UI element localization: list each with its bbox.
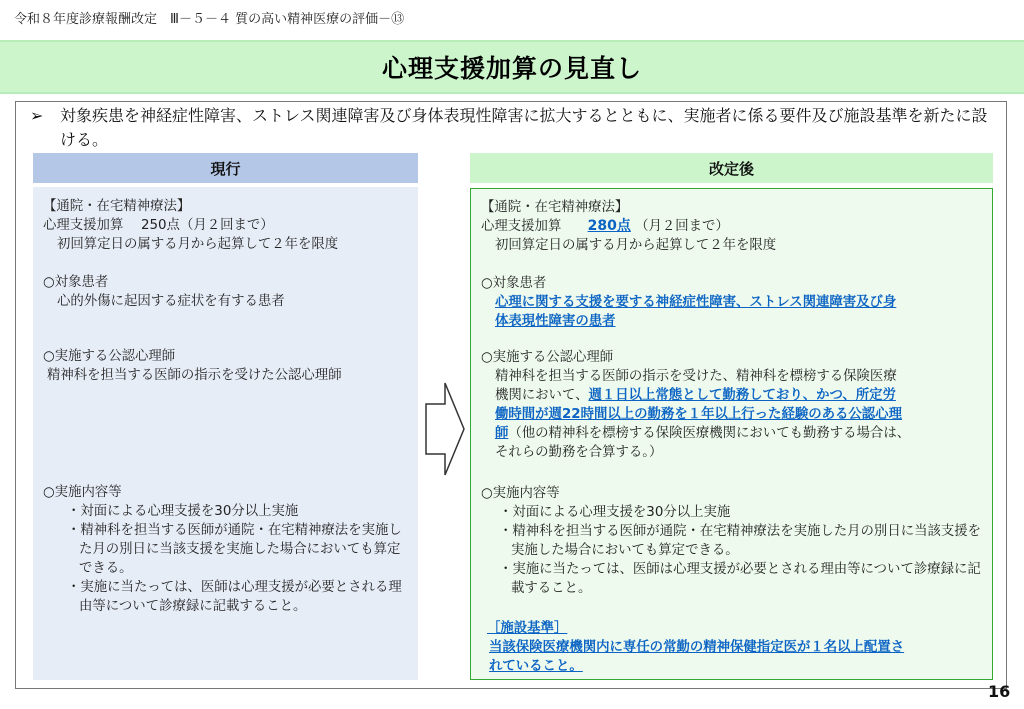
revised-target-block bbox=[481, 274, 986, 331]
revised-category: 【通院・在宅精神療法】 bbox=[481, 200, 629, 215]
current-target-block bbox=[43, 273, 412, 311]
revised-practitioner-line bbox=[481, 424, 986, 443]
current-practitioner-block bbox=[43, 347, 412, 385]
current-practitioner-text: 精神科を担当する医師の指示を受けた公認心理師 bbox=[47, 368, 342, 383]
revised-target-line: 体表現性障害の患者 bbox=[495, 314, 616, 329]
revised-fee-suffix: （月２回まで） bbox=[635, 219, 729, 234]
page-number: 16 bbox=[988, 682, 1011, 701]
revised-content-item: ・実施に当たっては、医師は心理支援が必要とされる理由等について診療録に記載すること。 bbox=[499, 562, 981, 596]
current-content-item: ・実施に当たっては、医師は心理支援が必要とされる理由等について診療録に記載すること。 bbox=[67, 580, 402, 614]
revised-facility-block bbox=[481, 619, 986, 676]
revised-practitioner-line: それらの勤務を合算する。） bbox=[495, 445, 663, 460]
revised-content-block bbox=[481, 484, 986, 598]
current-practitioner-heading: ○実施する公認心理師 bbox=[43, 349, 176, 364]
revised-practitioner-plain: 機関において、 bbox=[495, 388, 589, 403]
transition-arrow-icon bbox=[425, 382, 465, 477]
current-content-item: ・精神科を担当する医師が通院・在宅精神療法を実施した月の別日に当該支援を実施した場合においても算定できる。 bbox=[67, 523, 402, 576]
revised-practitioner-line: 働時間が週22時間以上の勤務を１年以上行った経験のある公認心理 bbox=[495, 407, 902, 422]
page-title: 心理支援加算の見直し bbox=[381, 54, 642, 83]
revised-fee-line bbox=[481, 217, 986, 236]
revised-facility-heading: ［施設基準］ bbox=[487, 621, 568, 636]
summary bbox=[28, 104, 1003, 152]
revised-heading: 改定後 bbox=[470, 153, 993, 183]
current-period: 初回算定日の属する月から起算して２年を限度 bbox=[57, 237, 339, 252]
revised-facility-line: れていること。 bbox=[489, 659, 583, 674]
revised-content-item: ・精神科を担当する医師が通院・在宅精神療法を実施した月の別日に当該支援を実施した場合においても算定できる。 bbox=[499, 524, 982, 558]
current-target-text: 心的外傷に起因する症状を有する患者 bbox=[57, 294, 285, 309]
breadcrumb: 令和８年度診療報酬改定 Ⅲ－５－４ 質の高い精神医療の評価－⑬ bbox=[14, 12, 405, 27]
revised-fee-label: 心理支援加算 bbox=[481, 219, 562, 234]
revised-target-line: 心理に関する支援を要する神経症性障害、ストレス関連障害及び身 bbox=[495, 295, 897, 310]
revised-panel bbox=[470, 188, 993, 680]
revised-practitioner-highlight: 週１日以上常態として勤務しており、かつ、所定労 bbox=[588, 388, 896, 403]
revised-practitioner-plain: （他の精神科を標榜する保険医療機関においても勤務する場合は、 bbox=[508, 426, 911, 441]
current-category: 【通院・在宅精神療法】 bbox=[43, 199, 191, 214]
current-panel bbox=[33, 187, 418, 680]
revised-facility-line: 当該保険医療機関内に専任の常勤の精神保健指定医が１名以上配置さ bbox=[489, 640, 905, 655]
revised-target-heading: ○対象患者 bbox=[481, 276, 547, 291]
title-bar bbox=[0, 40, 1024, 94]
current-content-heading: ○実施内容等 bbox=[43, 485, 122, 500]
revised-practitioner-highlight: 師 bbox=[495, 426, 509, 441]
revised-fee-points: 280点 bbox=[587, 218, 631, 234]
current-fee-line: 心理支援加算 250点（月２回まで） bbox=[43, 218, 274, 233]
revised-practitioner-line: 精神科を担当する医師の指示を受けた、精神科を標榜する保険医療 bbox=[495, 369, 897, 384]
revised-practitioner-heading: ○実施する公認心理師 bbox=[481, 350, 614, 365]
current-content-block bbox=[43, 483, 412, 616]
revised-content-heading: ○実施内容等 bbox=[481, 486, 560, 501]
current-fee-block bbox=[43, 197, 412, 254]
current-content-item: ・対面による心理支援を30分以上実施 bbox=[67, 504, 299, 519]
current-target-heading: ○対象患者 bbox=[43, 275, 109, 290]
summary-text: 対象疾患を神経症性障害、ストレス関連障害及び身体表現性障害に拡大するとともに、実施者に係る要件及び施設基準を新たに設ける。 bbox=[60, 106, 988, 149]
revised-practitioner-line bbox=[481, 386, 986, 405]
arrow-bullet-icon: ➢ bbox=[30, 106, 44, 125]
revised-period: 初回算定日の属する月から起算して２年を限度 bbox=[495, 238, 777, 253]
revised-content-item: ・対面による心理支援を30分以上実施 bbox=[499, 505, 731, 520]
current-heading: 現行 bbox=[33, 153, 418, 183]
revised-practitioner-block bbox=[481, 348, 986, 462]
revised-fee-block bbox=[481, 198, 986, 255]
